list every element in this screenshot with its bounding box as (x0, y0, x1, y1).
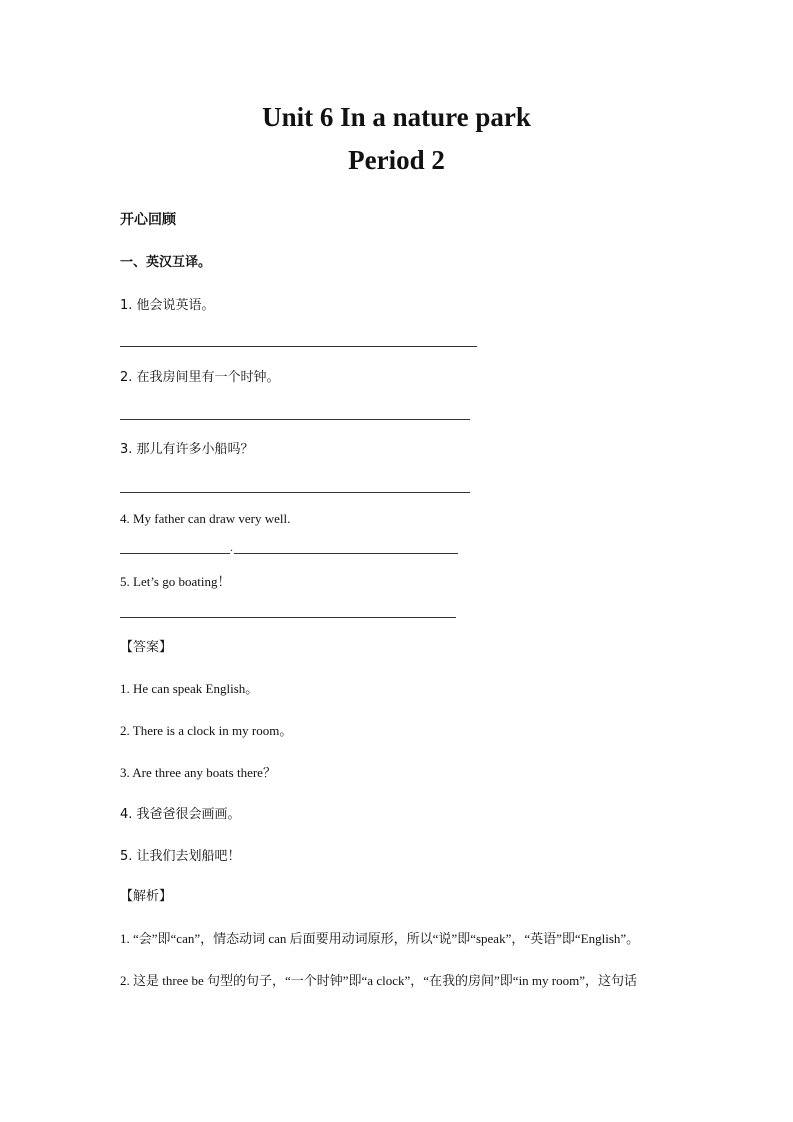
answer-2: 2. There is a clock in my room。 (120, 723, 293, 738)
answer-blank-3 (120, 492, 470, 493)
exercise-heading: 一、英汉互译。 (120, 255, 212, 270)
answer-3: 3. Are three any boats there？ (120, 765, 276, 780)
answer-4: 4. 我爸爸很会画画。 (120, 807, 241, 822)
title-line-2: Period 2 (348, 145, 445, 175)
answer-blank-1 (120, 346, 477, 347)
answer-blank-4a (120, 553, 230, 554)
question-4: 4. My father can draw very well. (120, 511, 291, 526)
answer-blank-4-separator: . (230, 540, 233, 554)
answer-heading: 【答案】 (120, 640, 173, 655)
analysis-heading: 【解析】 (120, 889, 173, 904)
analysis-2: 2. 这是 three be 句型的句子，“一个时钟”即“a clock”，“在我的房间”即“in my room”，这句话 (120, 973, 637, 988)
answer-blank-5 (120, 617, 456, 618)
answer-blank-4b (234, 553, 458, 554)
section-heading-review: 开心回顾 (120, 212, 176, 228)
question-5: 5. Let’s go boating！ (120, 574, 231, 589)
answer-5: 5. 让我们去划船吧！ (120, 849, 241, 864)
analysis-1: 1. “会”即“can”，情态动词 can 后面要用动词原形，所以“说”即“speak”，“英语”即“English”。 (120, 931, 640, 946)
title-line-1: Unit 6 In a nature park (262, 102, 531, 132)
answer-1: 1. He can speak English。 (120, 681, 259, 696)
question-2: 2. 在我房间里有一个时钟。 (120, 370, 280, 385)
question-1: 1. 他会说英语。 (120, 298, 215, 313)
question-3: 3. 那儿有许多小船吗？ (120, 442, 254, 457)
answer-blank-2 (120, 419, 470, 420)
